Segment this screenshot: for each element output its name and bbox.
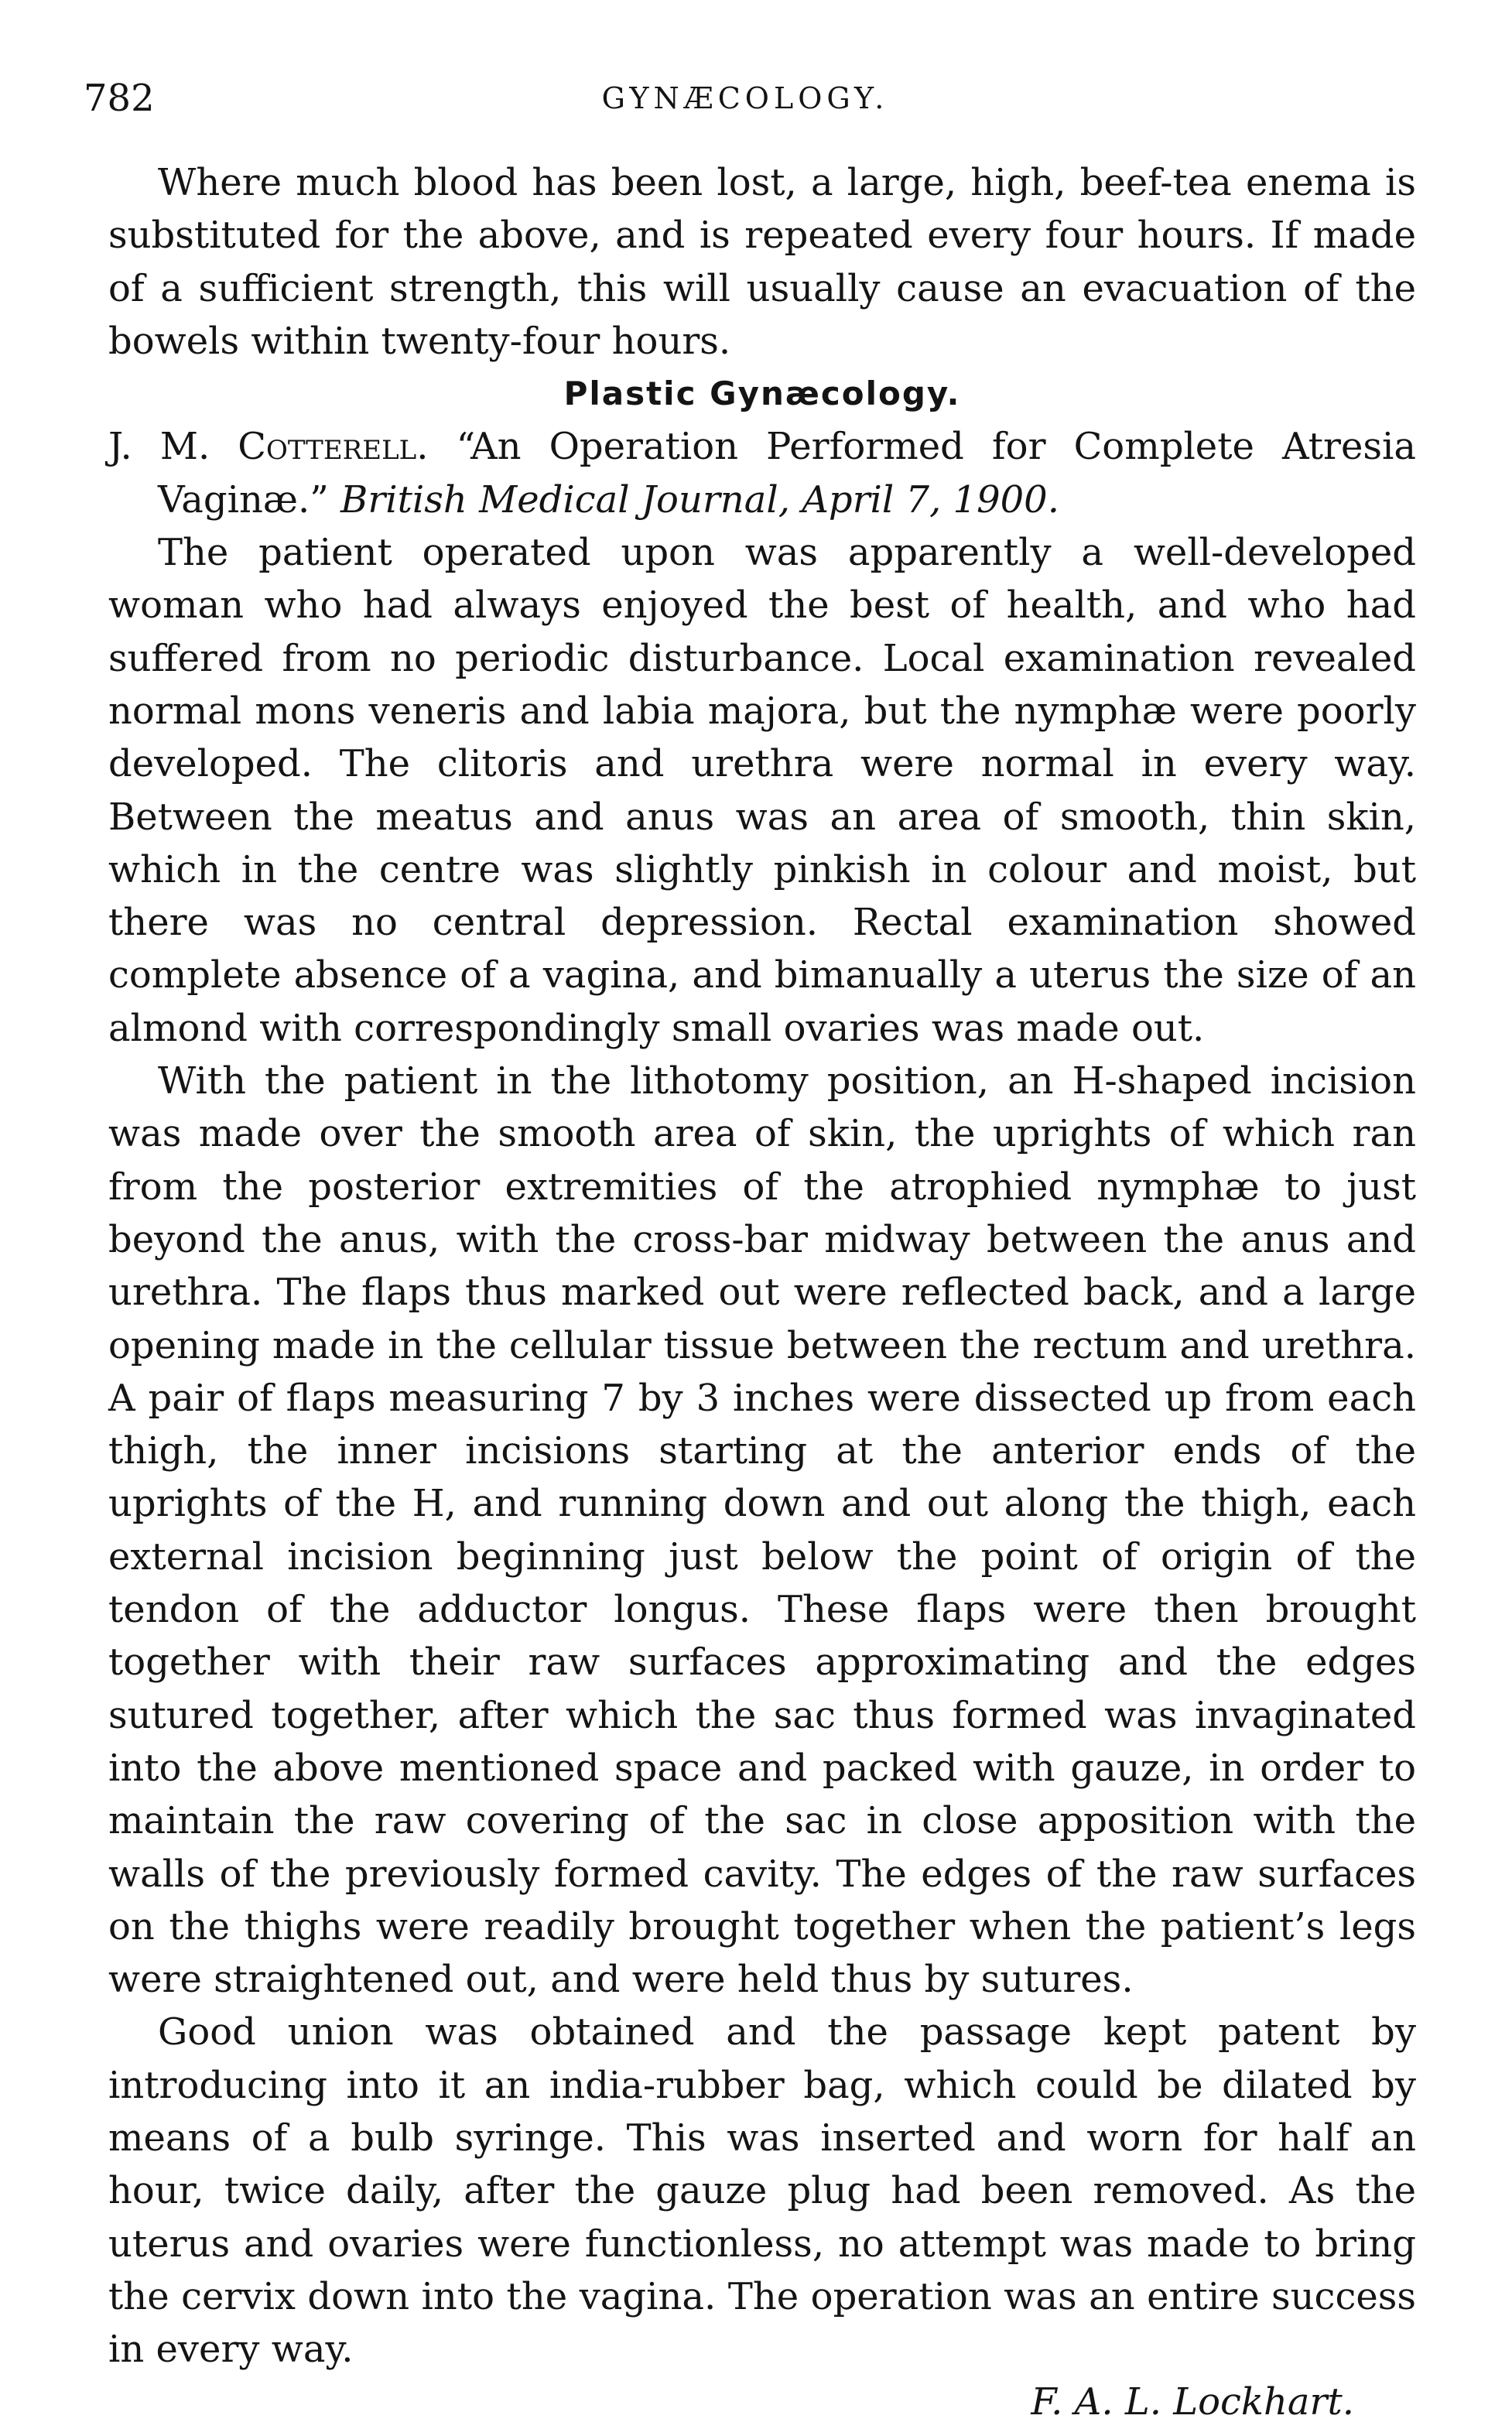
page-header [84,71,1407,125]
paragraph-outcome: Good union was obtained and the passage kept patent by introducing into it an india-rubber bag, which could be dilated by means of a bulb syringe. This was inserted and worn for half an hour, twice daily, after the gauze plug had been removed. As the uterus and ovaries were functionless, no attempt was made to bring the cervix down into the vagina. The operation was an entire success in every way. [108,2010,1416,2372]
citation-title: “An Operation Performed for Complete Atresia Vaginæ.” [158,425,1417,522]
citation-journal: British Medical Journal, April 7, 1900. [340,477,1059,522]
citation [108,420,1416,526]
paragraph-enema: Where much blood has been lost, a large, high, beef-tea enema is substituted for the above, and is repeated every four hours. If made of a sufficient strength, this will usually cause an evacuation of the bowels within twenty-four hours. [108,161,1416,363]
page-body [108,156,1416,2429]
citation-author: J. M. Cotterell. [108,425,429,469]
running-title: GYNÆCOLOGY. [601,81,889,115]
paragraph-case-description: The patient operated upon was apparently a well-developed woman who had always enjoyed the best of health, and who had suffered from no periodic disturbance. Local examination revealed normal mons veneris and labia majora, but the nymphæ were poorly developed. The clitoris and urethra were normal in every way. Between the meatus and anus was an area of smooth, thin skin, which in the centre was slightly pinkish in colour and moist, but there was no central depression. Rectal examination showed complete absence of a vagina, and bimanually a uterus the size of an almond with correspondingly small ovaries was made out. [108,531,1416,1050]
author-signature: F. A. L. Lockhart. [1031,2380,1354,2424]
page-number: 782 [84,77,155,120]
section-heading: Plastic Gynæcology. [563,375,961,413]
paragraph-operation: With the patient in the lithotomy position, an H-shaped incision was made over the smooth area of skin, the uprights of which ran from the posterior extremities of the atrophied nymphæ to just beyond the anus, with the cross-bar midway between the anus and urethra. The flaps thus marked out were reflected back, and a large opening made in the cellular tissue between the rectum and urethra. A pair of flaps measuring 7 by 3 inches were dissected up from each thigh, the inner incisions starting at the anterior ends of the uprights of the H, and running down and out along the thigh, each external incision beginning just below the point of origin of the tendon of the adductor longus. These flaps were then brought together with their raw surfaces approximating and the edges sutured together, after which the sac thus formed was invaginated into the above mentioned space and packed with gauze, in order to maintain the raw covering of the sac in close apposition with the walls of the previously formed cavity. The edges of the raw surfaces on the thighs were readily brought together when the patient’s legs were straightened out, and were held thus by sutures. [108,1059,1416,2002]
